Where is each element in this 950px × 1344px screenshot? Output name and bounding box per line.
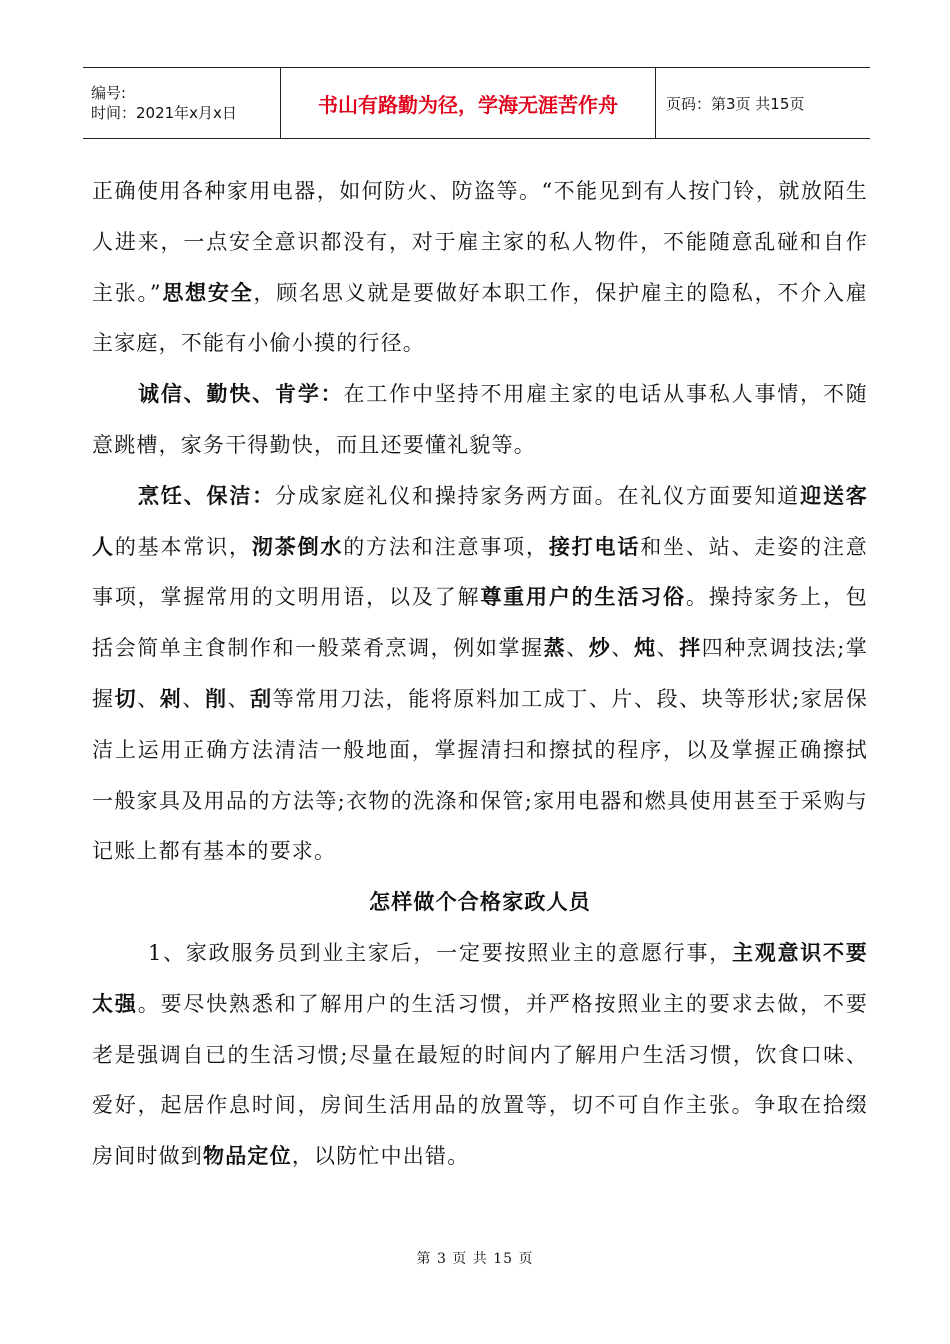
highlight-term: 炒 [588,636,612,661]
page-header [83,67,870,139]
motto-text: 书山有路勤为径，学海无涯苦作舟 [318,92,618,117]
highlight-term: 切 [114,686,138,711]
highlight-term: 削 [204,686,228,711]
highlight-term: 尊重用户的生活习俗 [480,585,686,610]
time-label: 时间：2021年x月x日 [91,104,237,122]
highlight-term: 迎送客人 [92,483,868,559]
paragraph-heading: 诚信、勤快、肯学： [138,382,344,407]
highlight-term: 思想安全 [161,280,254,305]
paragraph-integrity: 诚信、勤快、肯学：在工作中坚持不用雇主家的电话从事私人事情，不随意跳槽，家务干得勤快，而且还要懂礼貌等。 [92,382,868,457]
paragraph-heading: 烹饪、保洁： [138,483,275,508]
header-page [656,68,870,138]
document-body [92,166,868,1182]
header-motto [281,68,656,138]
footer-page-number: 第 3 页 共 15 页 [416,1251,534,1267]
paragraph-cooking: 烹饪、保洁：分成家庭礼仪和操持家务两方面。在礼仪方面要知道迎送客人的基本常识，沏茶倒水的方法和注意事项，接打电话和坐、站、走姿的注意事项，掌握常用的文明用语，以及了解尊重用户的生活习俗。操持家务上，包括会简单主食制作和一般菜肴烹调，例如掌握蒸、炒、炖、拌四种烹调技法;掌握切、剁、削、刮等常用刀法，能将原料加工成丁、片、段、块等形状;家居保洁上运用正确方法清洁一般地面，掌握清扫和擦拭的程序，以及掌握正确擦拭一般家具及用品的方法等;衣物的洗涤和保管;家用电器和燃具使用甚至于采购与记账上都有基本的要求。 [92,483,869,864]
section-title: 怎样做个合格家政人员 [369,890,591,915]
highlight-term: 沏茶倒水 [251,534,344,559]
highlight-term: 接打电话 [548,534,641,559]
header-meta [83,68,281,138]
paragraph-numbered-1: 1、家政服务员到业主家后，一定要按照业主的意愿行事，主观意识不要太强。要尽快熟悉和了解用户的生活习惯，并严格按照业主的要求去做，不要老是强调自已的生活习惯;尽量在最短的时间内了解用户生活习惯，饮食口味、爱好，起居作息时间，房间生活用品的放置等，切不可自作主张。争取在拾缀房间时做到物品定位，以防忙中出错。 [92,940,868,1169]
highlight-term: 蒸 [543,636,567,661]
highlight-term: 炖 [633,636,657,661]
page-label: 页码：第3页 共15页 [666,94,805,113]
highlight-term: 拌 [679,636,702,661]
page-footer [0,1248,950,1268]
highlight-term: 物品定位 [203,1144,292,1169]
highlight-term: 主观意识不要太强 [92,940,868,1016]
highlight-term: 刮 [250,686,273,711]
paragraph-safety: 正确使用各种家用电器，如何防火、防盗等。“不能见到有人按门铃，就放陌生人进来，一点安全意识都没有，对于雇主家的私人物件，不能随意乱碰和自作主张。”思想安全，顾名思义就是要做好本职工作，保护雇主的隐私，不介入雇主家庭，不能有小偷小摸的行径。 [92,179,868,356]
highlight-term: 剁 [159,686,183,711]
serial-label: 编号: [91,84,127,102]
